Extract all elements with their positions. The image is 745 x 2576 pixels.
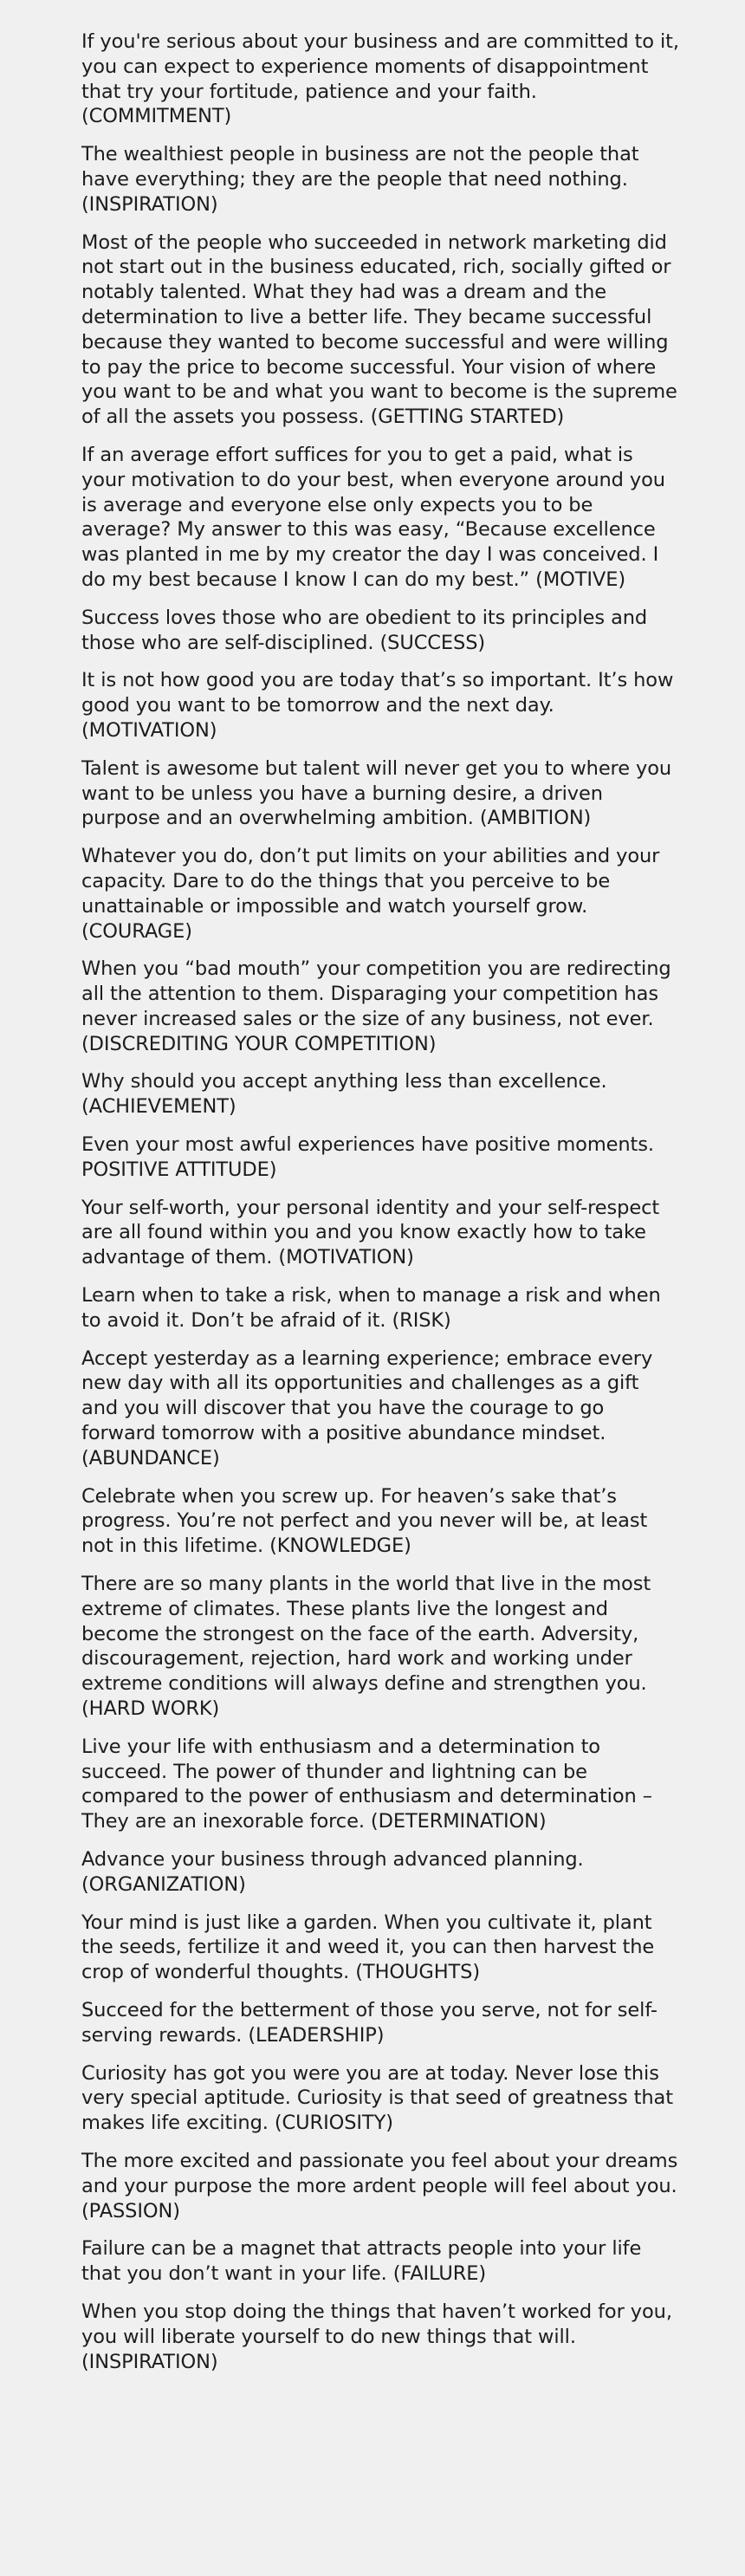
quote-paragraph: Whatever you do, don’t put limits on your abilities and your capacity. Dare to do the things that you perceive to be unattainable or impossible and watch yourself grow. (COURAGE)	[81, 845, 660, 943]
quote-paragraph: Advance your business through advanced planning. (ORGANIZATION)	[81, 1848, 584, 1896]
quote-paragraph: Failure can be a magnet that attracts people into your life that you don’t want in your life. (FAILURE)	[81, 2237, 642, 2286]
quote-paragraph: When you stop doing the things that haven’t worked for you, you will liberate yourself to do new things that will. (INSPIRATION)	[81, 2300, 672, 2373]
quote-paragraph: Curiosity has got you were you are at today. Never lose this very special aptitude. Curiosity is that seed of greatness that makes life exciting. (CURIOSITY)	[81, 2061, 673, 2135]
quote-paragraph: The more excited and passionate you feel about your dreams and your purpose the more ardent people will feel about you. (PASSION)	[81, 2149, 678, 2222]
quote-paragraph: Why should you accept anything less than excellence. (ACHIEVEMENT)	[81, 1070, 607, 1119]
quote-paragraph: Talent is awesome but talent will never get you to where you want to be unless you have a burning desire, a driven purpose and an overwhelming ambition. (AMBITION)	[81, 756, 672, 830]
quote-paragraph: If an average effort suffices for you to get a paid, what is your motivation to do your best, when everyone around you is average and everyone else only expects you to be average? My answer to this was easy, “Because excellence was planted in me by my creator the day I was conceived. I do my best because I know I can do my best.” (MOTIVE)	[81, 443, 665, 591]
quote-paragraph: Live your life with enthusiasm and a determination to succeed. The power of thunder and lightning can be compared to the power of enthusiasm and determination – They are an inexorable force. (DETERMINATION)	[81, 1735, 652, 1833]
quote-paragraph: Succeed for the betterment of those you serve, not for self-serving rewards. (LEADERSHIP)	[81, 1998, 658, 2047]
quote-paragraph: The wealthiest people in business are not the people that have everything; they are the people that need nothing. (INSPIRATION)	[81, 143, 639, 216]
quote-paragraph: Even your most awful experiences have positive moments. POSITIVE ATTITUDE)	[81, 1133, 654, 1181]
quote-list	[81, 29, 679, 2387]
quote-paragraph: When you “bad mouth” your competition you are redirecting all the attention to them. Disparaging your competition has never increased sales or the size of any business, not ever. (DISCREDITING YOUR COMPETITION)	[81, 957, 671, 1055]
quote-paragraph: If you're serious about your business and are committed to it, you can expect to experience moments of disappointment that try your fortitude, patience and your faith. (COMMITMENT)	[81, 30, 679, 128]
quote-paragraph: Accept yesterday as a learning experience; embrace every new day with all its opportunities and challenges as a gift and you will discover that you have the courage to go forward tomorrow with a positive abundance mindset. (ABUNDANCE)	[81, 1346, 653, 1470]
quote-paragraph: Celebrate when you screw up. For heaven’s sake that’s progress. You’re not perfect and you never will be, at least not in this lifetime. (KNOWLEDGE)	[81, 1484, 648, 1558]
quote-paragraph: Success loves those who are obedient to its principles and those who are self-disciplined. (SUCCESS)	[81, 606, 648, 654]
quote-paragraph: There are so many plants in the world that live in the most extreme of climates. These plants live the longest and become the strongest on the face of the earth. Adversity, discouragement, rejection, hard work and working under extreme conditions will always define and strengthen you. (HARD WORK)	[81, 1573, 651, 1721]
quote-paragraph: Most of the people who succeeded in network marketing did not start out in the business educated, rich, socially gifted or notably talented. What they had was a dream and the determination to live a better life. They became successful because they wanted to become successful and were willing to pay the price to become successful. Your vision of where you want to be and what you want to become is the supreme of all the assets you possess. (GETTING STARTED)	[81, 230, 677, 429]
quote-paragraph: Your mind is just like a garden. When you cultivate it, plant the seeds, fertilize it and weed it, you can then harvest the crop of wonderful thoughts. (THOUGHTS)	[81, 1911, 655, 1984]
quote-paragraph: Learn when to take a risk, when to manage a risk and when to avoid it. Don’t be afraid of it. (RISK)	[81, 1284, 661, 1332]
quote-paragraph: It is not how good you are today that’s so important. It’s how good you want to be tomorrow and the next day. (MOTIVATION)	[81, 669, 674, 742]
quote-paragraph: Your self-worth, your personal identity and your self-respect are all found within you and you know exactly how to take advantage of them. (MOTIVATION)	[81, 1196, 660, 1269]
